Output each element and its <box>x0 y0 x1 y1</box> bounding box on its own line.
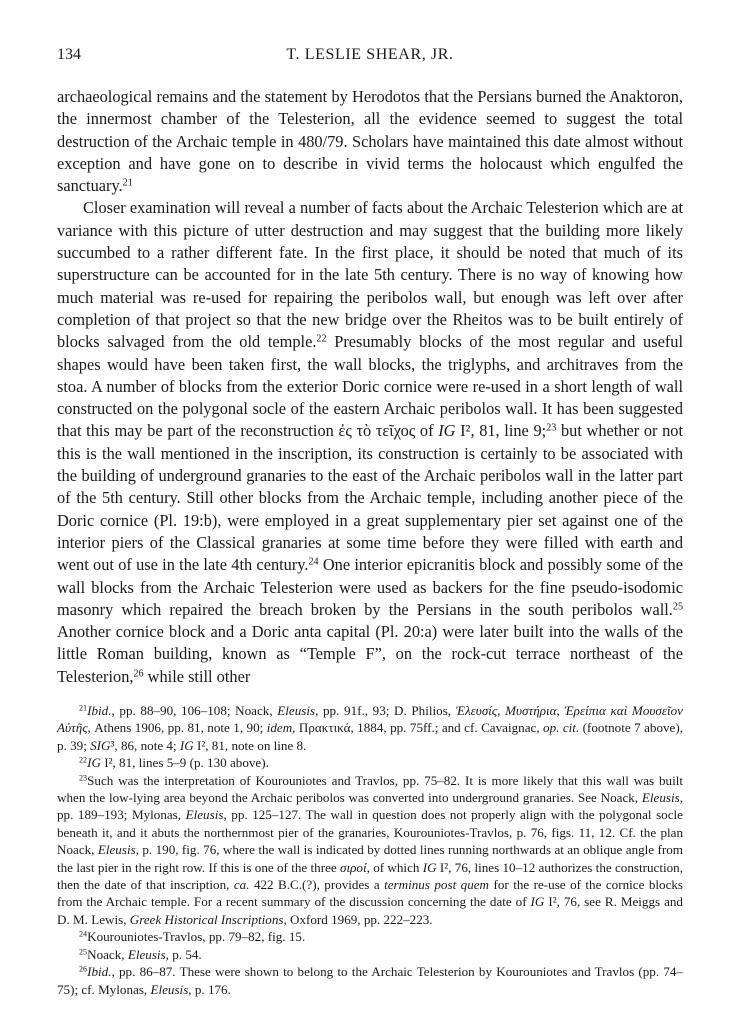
fn-text: , Oxford 1969, pp. 222–223. <box>283 911 433 927</box>
fn-text: , Athens 1906, pp. 81, note 1, 90; <box>87 720 267 736</box>
page-header <box>57 46 683 68</box>
fn-text: , 1884, pp. 75ff.; and cf. Cavaignac, <box>350 720 544 736</box>
fn-italic: Eleusis <box>277 703 316 719</box>
fn-greek: σιροί <box>340 859 367 875</box>
fn-text: Noack, <box>87 946 128 962</box>
text-segment: One interior epicranitis block and possibly some of the wall blocks from the Archaic Telesterion were used as backers for the fine pseudo-isodomic masonry which repaired the breach broken by the Persians in the south peribolos wall. <box>57 555 683 619</box>
footnote-number: 24 <box>79 929 88 939</box>
fn-text: , <box>292 720 299 736</box>
text-segment: Closer examination will reveal a number of facts about the Archaic Telesterion which are at variance with this picture of utter destruction and may suggest that the building more likely succumbed to a rather different fate. In the first place, it should be noted that much of its superstructure can be accounted for in the late 5th century. There is no way of knowing how much material was re-used for repairing the peribolos wall, but enough was left over after completion of that project so that the new bridge over the Rheitos was to be built entirely of blocks salvaged from the old temple. <box>57 198 683 352</box>
footnote-ref-24: 24 <box>308 556 319 568</box>
text-segment: of <box>415 421 439 441</box>
fn-text: , pp. 91f., 93; D. Philios, <box>315 703 456 719</box>
footnote-number: 25 <box>79 947 88 957</box>
footnote-25 <box>57 946 683 963</box>
footnote-26 <box>57 963 683 998</box>
text-segment: Another cornice block and a Doric anta capital (Pl. 20:a) were later built into the walls of the little Roman building, known as “Temple F”, on the rock-cut terrace northeast of the Telesterion, <box>57 622 683 686</box>
footnote-24 <box>57 928 683 945</box>
fn-italic: Greek Historical Inscriptions <box>129 911 284 927</box>
citation-abbrev: IG <box>438 421 456 441</box>
page <box>57 46 683 998</box>
fn-italic: IG <box>530 894 545 910</box>
fn-text: , pp. 189–193; Mylonas, <box>57 790 683 823</box>
fn-italic: Eleusis <box>150 981 189 997</box>
fn-greek-title: Ἐλευσίς, Μυστήρια, Ἐρείπια καὶ Μουσεῖον Αὐτῆς <box>57 703 683 736</box>
footnote-ref-25: 25 <box>672 601 683 613</box>
fn-text: Kourouniotes-Travlos, pp. 79–82, fig. 15. <box>87 929 306 945</box>
footnote-ref-23: 23 <box>546 422 557 434</box>
fn-text: I², 76, lines 10–12 authorizes the construction, then the date of that inscription, <box>57 859 683 893</box>
footnote-ref-22: 22 <box>316 333 327 345</box>
fn-italic: Eleusis <box>97 842 136 858</box>
fn-text: , pp. 88–90, 106–108; Noack, <box>111 703 278 719</box>
fn-text: I², 76, see R. Meiggs and D. M. Lewis, <box>57 894 683 927</box>
running-head: T. LESLIE SHEAR, JR. <box>286 46 454 63</box>
greek-phrase: ἐς τὸ τεῖχος <box>338 421 416 441</box>
footnotes <box>57 702 683 998</box>
fn-text: , of which <box>366 859 423 875</box>
text-segment: while still other <box>143 666 251 686</box>
fn-italic: idem <box>266 720 293 736</box>
footnote-22 <box>57 754 683 771</box>
paragraph-1 <box>57 86 683 197</box>
fn-italic: SIG <box>90 737 111 753</box>
fn-italic: Ibid. <box>87 964 112 980</box>
footnote-number: 21 <box>79 703 88 713</box>
text-segment: archaeological remains and the statement by Herodotos that the Persians burned the Anaktoron, the innermost chamber of the Telesterion, all the evidence seemed to suggest the total destruction of the Archaic temple in 480/79. Scholars have maintained this date almost without exception and have gone on to describe in vivid terms the holocaust which engulfed the sanctuary. <box>57 87 683 196</box>
paragraph-2 <box>57 197 683 688</box>
fn-text: 422 B.C.(?), provides a <box>249 877 385 893</box>
fn-text: I², 81, lines 5–9 (p. 130 above). <box>100 755 269 771</box>
fn-italic: terminus post quem <box>384 877 490 893</box>
fn-italic: Eleusis <box>185 807 224 823</box>
footnote-23 <box>57 772 683 929</box>
fn-text: , pp. 125–127. The wall in question does not properly align with the polygonal socle beneath it, and it abuts the northernmost pier of the granaries, Kourouniotes-Travlos, p. 76, figs. 11, 12. Cf. the plan Noack, <box>57 807 683 858</box>
footnote-number: 22 <box>79 755 88 765</box>
fn-italic: IG <box>422 859 437 875</box>
footnote-ref-26: 26 <box>133 668 144 680</box>
page-number: 134 <box>57 46 81 63</box>
fn-text: , pp. 86–87. These were shown to belong to the Archaic Telesterion by Kourouniotes and Travlos (pp. 74–75); cf. Mylonas, <box>57 964 683 997</box>
fn-text: (footnote 7 above), p. 39; <box>57 720 683 753</box>
fn-italic: IG <box>179 737 194 753</box>
fn-italic: op. cit. <box>543 720 580 736</box>
fn-text: , p. 190, fig. 76, where the wall is indicated by dotted lines running northwards at an oblique angle from the last pier in the right row. If this is one of the three <box>57 842 683 875</box>
fn-text: for the re-use of the cornice blocks from the Archaic temple. For a recent summary of the discussion concerning the date of <box>57 877 684 910</box>
text-segment: I², 81, line 9; <box>455 421 547 441</box>
fn-italic: ca. <box>233 877 250 893</box>
footnote-21 <box>57 702 683 754</box>
footnote-number: 26 <box>79 964 88 974</box>
fn-italic: Eleusis <box>127 946 166 962</box>
fn-text: ³, 86, note 4; <box>110 737 180 753</box>
footnote-number: 23 <box>79 773 88 783</box>
fn-text: , p. 54. <box>165 946 202 962</box>
text-segment: but whether or not this is the wall mentioned in the inscription, its construction is certainly to be associated with the building of underground granaries to the east of the Archaic peribolos wall in the latter part of the 5th century. Still other blocks from the Archaic temple, including another piece of the Doric cornice (Pl. 19:b), were employed in a great supplementary pier set against one of the interior piers of the Classical granaries at some time before they were filled with earth and went out of use in the late 4th century. <box>57 421 683 575</box>
fn-italic: IG <box>87 755 101 771</box>
fn-text: Such was the interpretation of Kourouniotes and Travlos, pp. 75–82. It is more likely that this wall was built when the low-lying area beyond the Archaic peribolos was converted into underground granaries. See Noack, <box>57 772 683 806</box>
fn-italic: Ibid. <box>87 703 112 719</box>
fn-greek: Πρακτικά <box>298 720 351 736</box>
fn-text: , p. 176. <box>188 981 231 997</box>
body-text <box>57 86 683 688</box>
fn-italic: Eleusis <box>641 790 680 806</box>
footnote-ref-21: 21 <box>122 177 133 189</box>
text-segment: Presumably blocks of the most regular and useful shapes would have been taken first, the wall blocks, the triglyphs, and architraves from the stoa. A number of blocks from the exterior Doric cornice were re-used in a short length of wall constructed on the polygonal socle of the eastern Archaic peribolos wall. It has been suggested that this may be part of the reconstruction <box>57 332 683 441</box>
fn-text: I², 81, note on line 8. <box>193 737 307 753</box>
